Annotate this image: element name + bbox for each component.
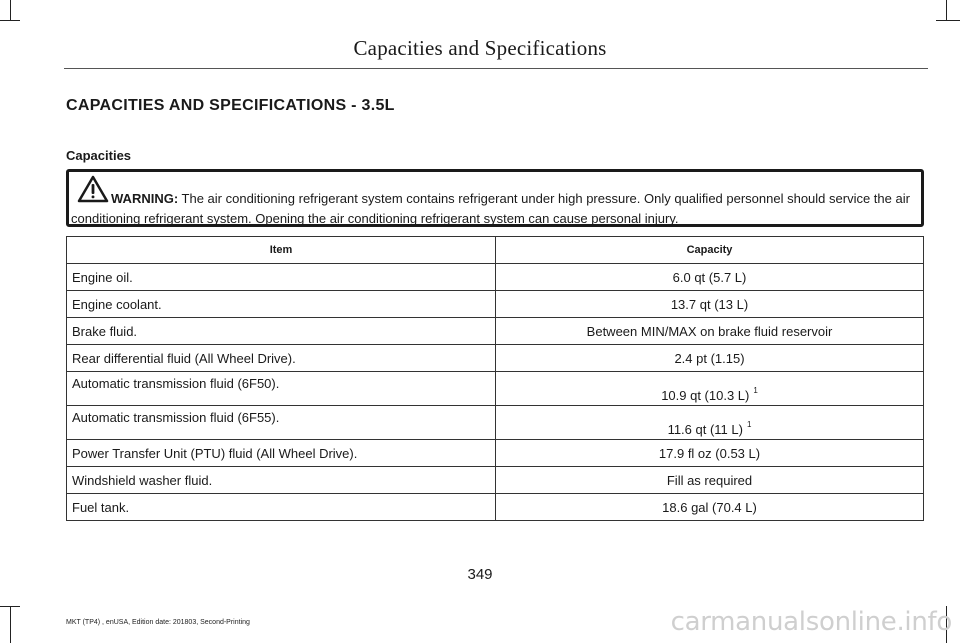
table-cell-item: Engine oil. — [67, 264, 496, 291]
crop-mark-bottom-left-horizontal — [0, 606, 20, 607]
table-cell-item: Fuel tank. — [67, 494, 496, 521]
footnote-marker: 1 — [753, 386, 758, 395]
column-header-capacity: Capacity — [496, 237, 924, 264]
table-cell-capacity: 18.6 gal (70.4 L) — [496, 494, 924, 521]
table-cell-item: Engine coolant. — [67, 291, 496, 318]
table-header-row — [67, 237, 924, 264]
watermark-link[interactable]: carmanualsonline.info — [670, 607, 952, 637]
table-row — [67, 291, 924, 318]
crop-mark-top-right-horizontal — [936, 20, 960, 21]
table-cell-item: Automatic transmission fluid (6F50). — [67, 372, 496, 406]
subsection-title: Capacities — [66, 148, 132, 163]
crop-mark-bottom-left-vertical — [10, 606, 11, 643]
footer-edition-info: MKT (TP4) , enUSA, Edition date: 201803, Second-Printing — [66, 619, 250, 626]
warning-text — [71, 189, 921, 229]
table-row — [67, 406, 924, 440]
table-row — [67, 264, 924, 291]
table-cell-capacity — [496, 406, 924, 440]
page-header-title: Capacities and Specifications — [353, 36, 607, 60]
crop-mark-top-left-horizontal — [0, 20, 20, 21]
table-row — [67, 440, 924, 467]
table-cell-capacity: Fill as required — [496, 467, 924, 494]
capacity-value: 10.9 qt (10.3 L) — [661, 388, 750, 403]
table-row — [67, 467, 924, 494]
table-cell-item: Brake fluid. — [67, 318, 496, 345]
section-title: CAPACITIES AND SPECIFICATIONS - 3.5L — [66, 97, 395, 114]
table-cell-item: Rear differential fluid (All Wheel Drive). — [67, 345, 496, 372]
crop-mark-top-right-vertical — [946, 0, 947, 20]
table-cell-capacity: 17.9 fl oz (0.53 L) — [496, 440, 924, 467]
table-cell-capacity: 6.0 qt (5.7 L) — [496, 264, 924, 291]
table-cell-capacity: 2.4 pt (1.15) — [496, 345, 924, 372]
table-cell-item: Windshield washer fluid. — [67, 467, 496, 494]
footnote-marker: 1 — [746, 420, 752, 429]
page-number: 349 — [467, 566, 493, 583]
column-header-item: Item — [67, 237, 496, 264]
warning-box — [66, 169, 924, 227]
table-cell-item: Power Transfer Unit (PTU) fluid (All Wheel Drive). — [67, 440, 496, 467]
capacity-value: 11.6 qt (11 L) — [667, 422, 743, 437]
warning-message: The air conditioning refrigerant system contains refrigerant under high pressure. Only qualified personnel should service the air conditioning refrigerant system. Opening the air conditioning refrigerant system can cause personal injury. — [71, 191, 910, 226]
table-cell-capacity: 13.7 qt (13 L) — [496, 291, 924, 318]
table-row — [67, 318, 924, 345]
capacities-table — [66, 236, 924, 521]
table-row — [67, 345, 924, 372]
table-cell-capacity — [496, 372, 924, 406]
header-divider — [64, 68, 928, 69]
table-cell-capacity: Between MIN/MAX on brake fluid reservoir — [496, 318, 924, 345]
table-cell-item: Automatic transmission fluid (6F55). — [67, 406, 496, 440]
table-row — [67, 494, 924, 521]
table-row — [67, 372, 924, 406]
warning-label: WARNING: — [111, 191, 179, 206]
crop-mark-top-left-vertical — [10, 0, 11, 20]
